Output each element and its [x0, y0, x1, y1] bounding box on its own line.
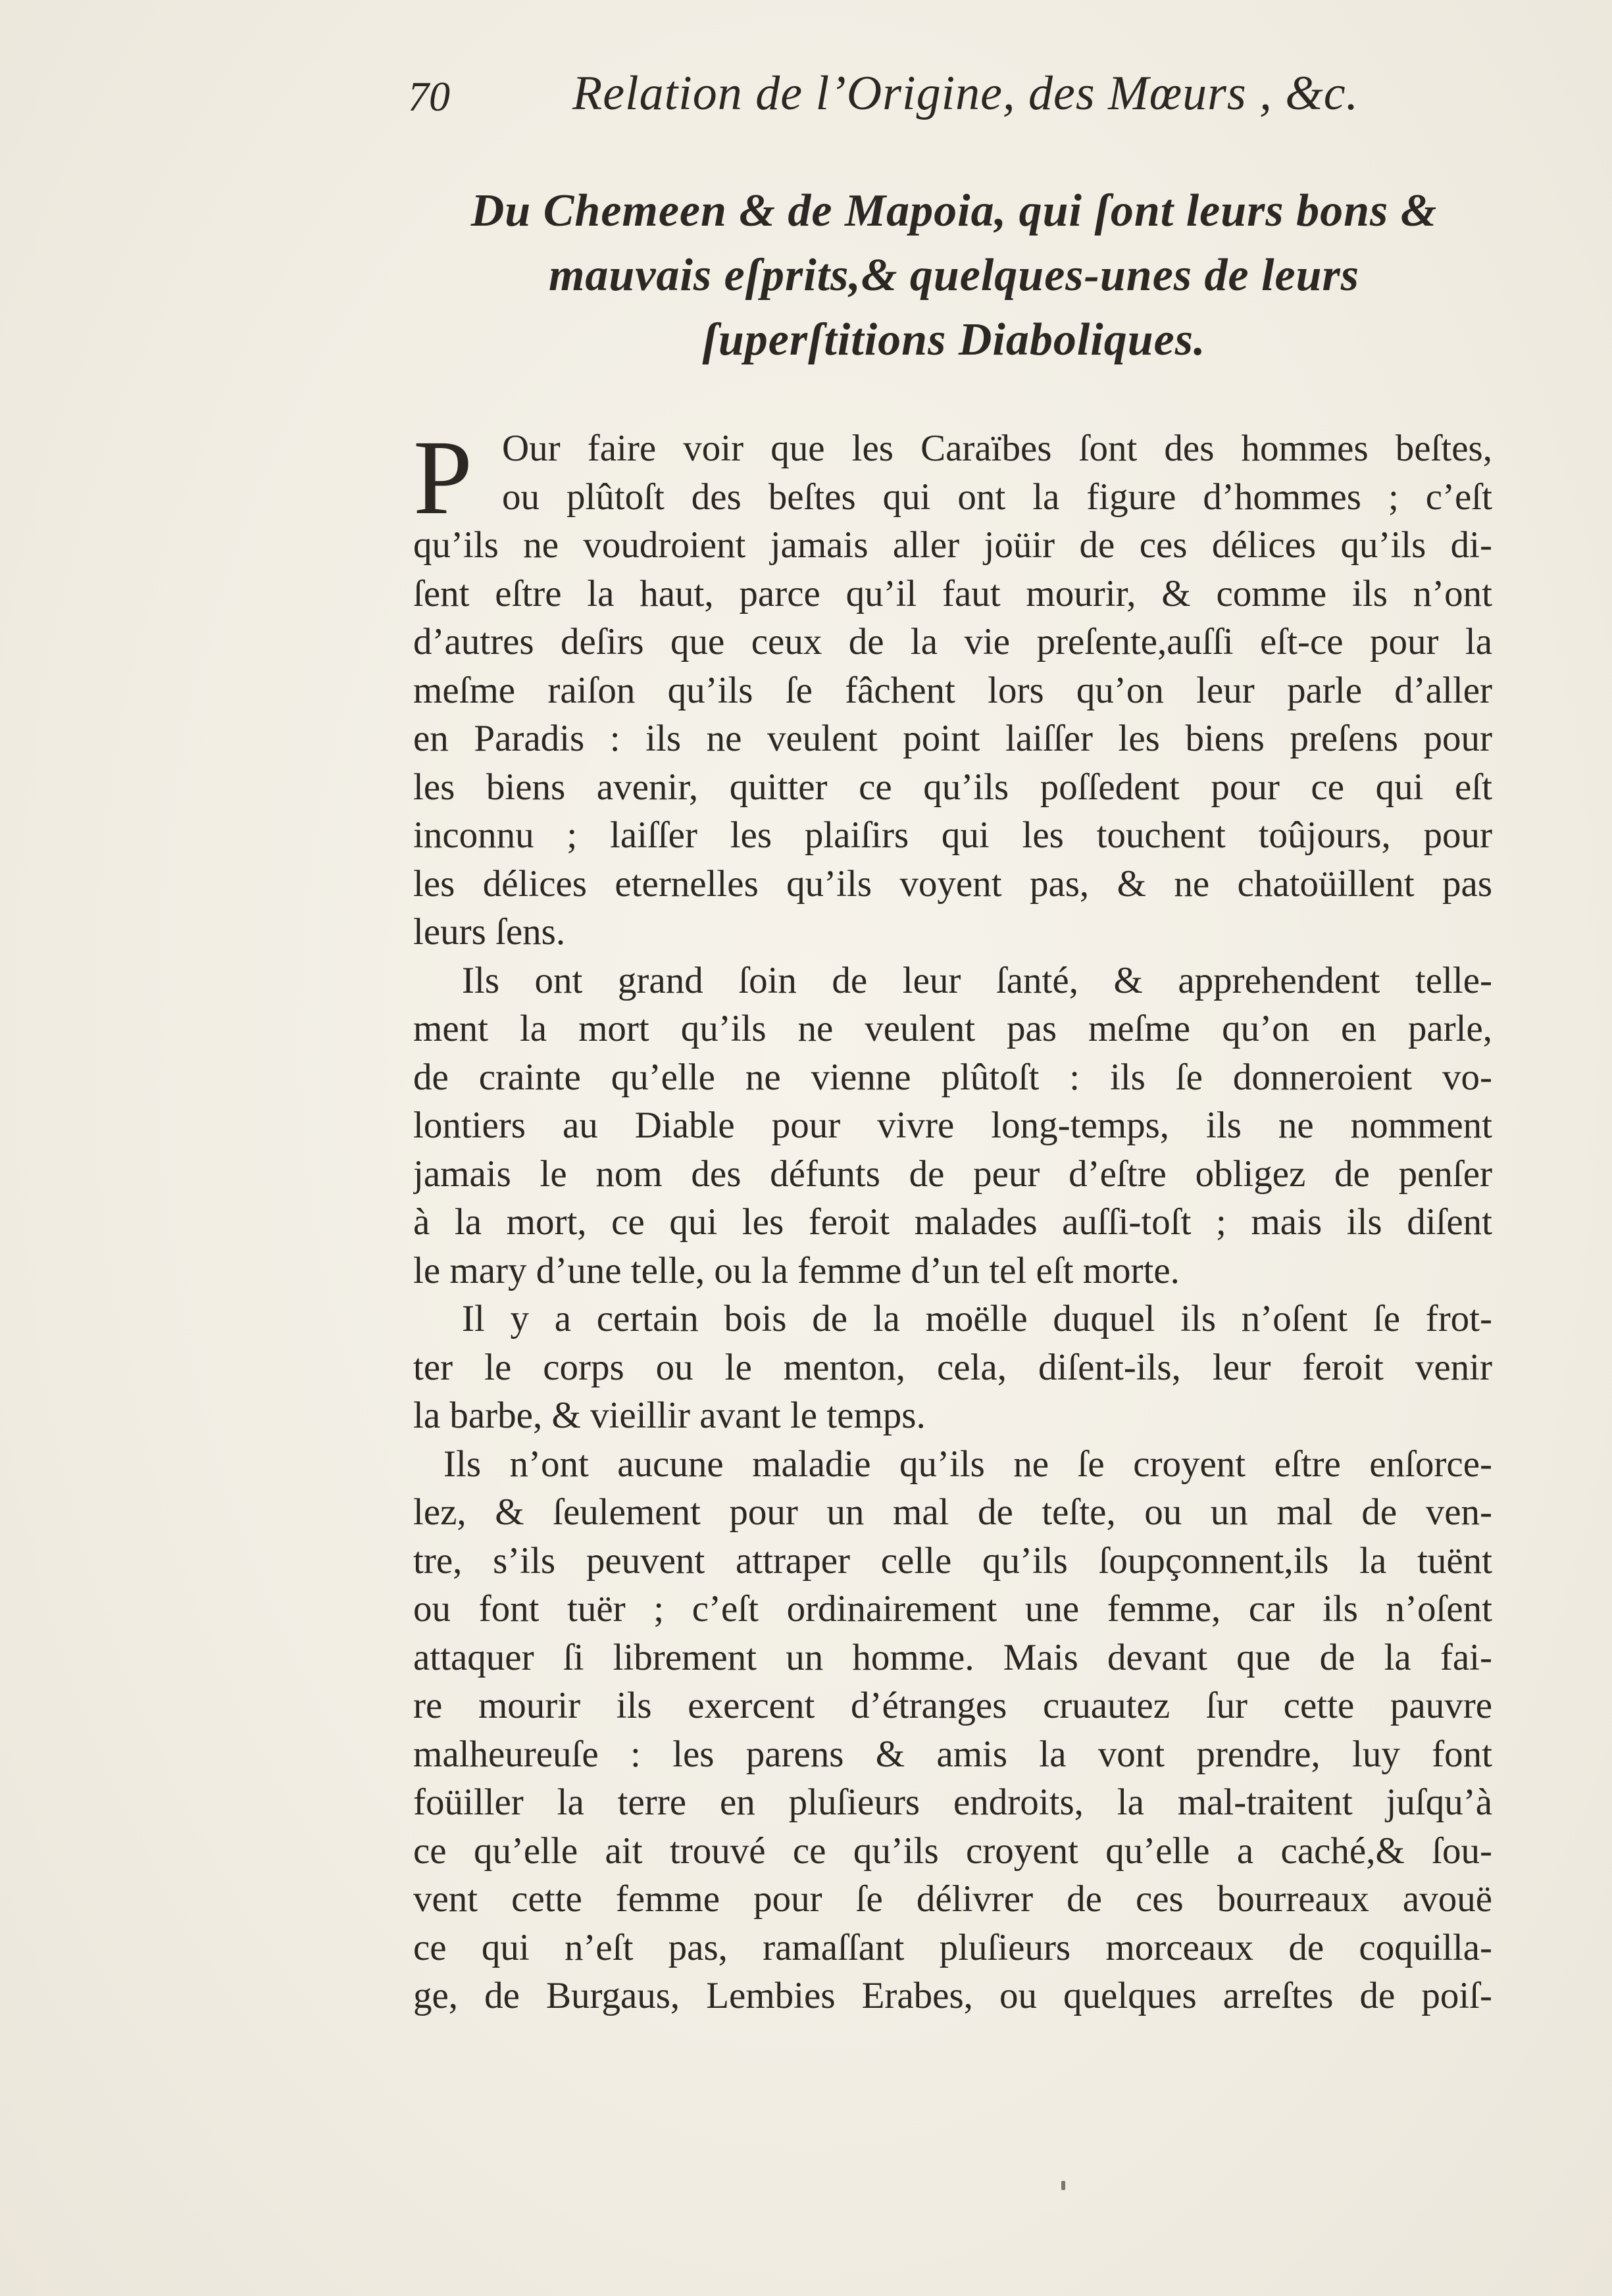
text-line: les biens avenir, quitter ce qu’ils poſſedent pour ce qui eſt	[413, 766, 1492, 808]
text-line: ou font tuër ; c’eſt ordinairement une femme, car ils n’oſent	[413, 1588, 1492, 1630]
text-line: ter le corps ou le menton, cela, diſent-ils, leur feroit venir	[413, 1346, 1492, 1388]
text-line: jamais le nom des défunts de peur d’eſtre obligez de penſer	[413, 1153, 1492, 1195]
text-line: de crainte qu’elle ne vienne plûtoſt : ils ſe donneroient vo-	[413, 1056, 1492, 1098]
text-line: le mary d’une telle, ou la femme d’un tel eſt morte.	[413, 1249, 1180, 1291]
chapter-title-line: Du Chemeen & de Mapoia, qui ſont leurs bons &	[470, 186, 1438, 236]
text-line: tre, s’ils peuvent attraper celle qu’ils ſoupçonnent,ils la tuënt	[413, 1539, 1492, 1582]
text-line: ge, de Burgaus, Lembies Erabes, ou quelques arreſtes de poiſ-	[413, 1975, 1492, 2016]
text-line: Our faire voir que les Caraïbes ſont des hommes beſtes,	[502, 428, 1492, 469]
text-line: Il y a certain bois de la moëlle duquel ils n’oſent ſe frot-	[462, 1298, 1492, 1339]
text-line: re mourir ils exercent d’étranges cruautez ſur cette pauvre	[413, 1685, 1492, 1726]
text-line: malheureuſe : les parens & amis la vont prendre, luy font	[413, 1733, 1492, 1775]
chapter-title-line: mauvais eſprits,& quelques-unes de leurs	[548, 250, 1360, 301]
page-header	[408, 66, 1408, 145]
text-line: d’autres deſirs que ceux de la vie preſente,auſſi eſt-ce pour la	[413, 621, 1492, 662]
chapter-title-line: ſuperſtitions Diaboliques.	[702, 314, 1206, 365]
running-head: Relation de l’Origine, des Mœurs , &c.	[572, 66, 1359, 120]
text-line: les délices eternelles qu’ils voyent pas, & ne chatoüillent pas	[413, 862, 1492, 905]
text-line: ment la mort qu’ils ne veulent pas meſme qu’on en parle,	[413, 1008, 1492, 1049]
text-line: ce qu’elle ait trouvé ce qu’ils croyent qu’elle a caché,& ſou-	[413, 1830, 1492, 1872]
drop-cap: P	[413, 419, 473, 537]
text-line: Ils n’ont aucune maladie qu’ils ne ſe croyent eſtre enſorce-	[443, 1443, 1492, 1485]
text-line: attaquer ſi librement un homme. Mais devant que de la fai-	[413, 1636, 1492, 1678]
ink-speck	[1061, 2181, 1065, 2190]
text-line: ce qui n’eſt pas, ramaſſant pluſieurs morceaux de coquilla-	[413, 1926, 1492, 1968]
text-line: inconnu ; laiſſer les plaiſirs qui les touchent toûjours, pour	[413, 814, 1492, 856]
text-line: qu’ils ne voudroient jamais aller joüir de ces délices qu’ils di-	[413, 524, 1492, 566]
text-line: la barbe, & vieillir avant le temps.	[413, 1395, 926, 1436]
text-line: vent cette femme pour ſe délivrer de ces bourreaux avouë	[413, 1878, 1492, 1920]
text-line: lontiers au Diable pour vivre long-temps, ils ne nomment	[413, 1105, 1492, 1146]
body-text	[413, 419, 1492, 2020]
text-line: ſent eſtre la haut, parce qu’il faut mourir, & comme ils n’ont	[413, 572, 1492, 614]
text-line: en Paradis : ils ne veulent point laiſſer les biens preſens pour	[413, 718, 1492, 759]
text-line: meſme raiſon qu’ils ſe fâchent lors qu’on leur parle d’aller	[413, 669, 1492, 711]
text-line: ou plûtoſt des beſtes qui ont la figure d’hommes ; c’eſt	[502, 476, 1492, 518]
text-line: lez, & ſeulement pour un mal de teſte, ou un mal de ven-	[413, 1491, 1492, 1533]
text-line: foüiller la terre en pluſieurs endroits, la mal-traitent juſqu’à	[413, 1782, 1492, 1823]
chapter-title	[415, 179, 1494, 372]
text-line: à la mort, ce qui les feroit malades auſſi-toſt ; mais ils diſent	[413, 1201, 1492, 1243]
text-line: Ils ont grand ſoin de leur ſanté, & apprehendent telle-	[462, 959, 1492, 1001]
text-line: leurs ſens.	[413, 911, 566, 953]
page-number: 70	[408, 73, 450, 120]
